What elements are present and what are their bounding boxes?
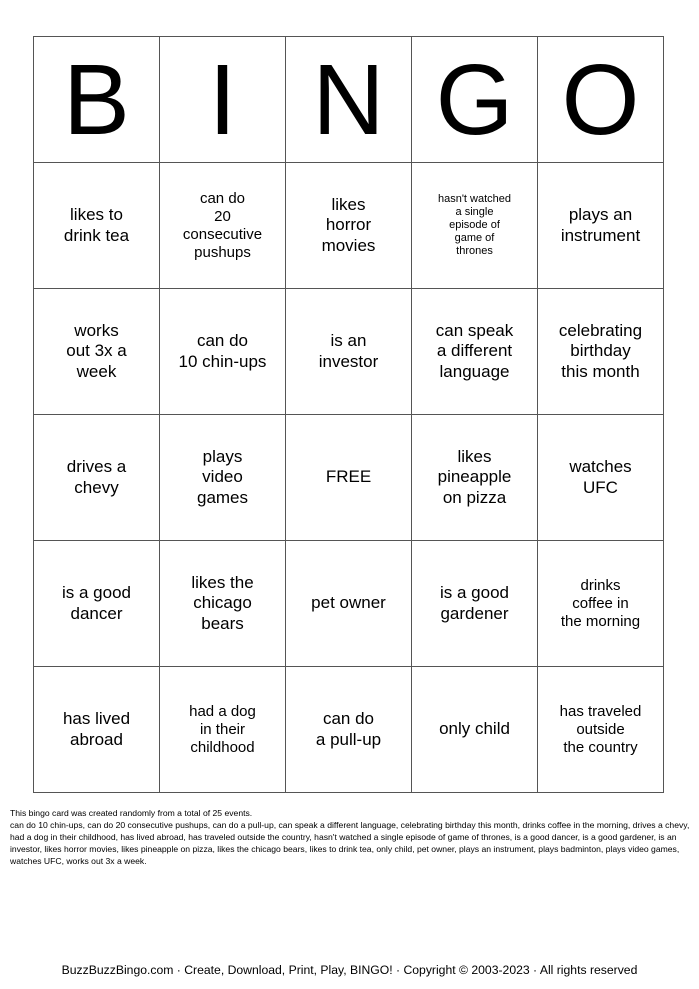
- bingo-row: [34, 541, 664, 667]
- bingo-cell: [412, 289, 538, 415]
- bingo-cell-text: can speak a different language: [435, 320, 514, 381]
- bingo-cell-text: plays an instrument: [560, 205, 641, 245]
- bingo-cell-text: drives a chevy: [66, 457, 127, 497]
- bingo-cell: [34, 667, 160, 793]
- bingo-cell: [538, 541, 664, 667]
- bingo-cell-text: watches UFC: [569, 457, 632, 497]
- header-letter-b: B: [34, 37, 160, 163]
- bingo-cell: [286, 289, 412, 415]
- bingo-cell-text: likes horror movies: [321, 194, 376, 255]
- bingo-cell: [538, 667, 664, 793]
- bingo-cell: [538, 415, 664, 541]
- bingo-cell-text: has lived abroad: [62, 709, 131, 749]
- bingo-cell-text: can do a pull-up: [315, 709, 382, 749]
- bingo-card: [33, 36, 664, 793]
- bingo-cell: [538, 163, 664, 289]
- header-letter-n: N: [286, 37, 412, 163]
- bingo-cell-text: likes pineapple on pizza: [437, 446, 512, 507]
- bingo-row: [34, 415, 664, 541]
- bingo-cell-text: is a good gardener: [440, 583, 509, 623]
- bingo-cell: [160, 541, 286, 667]
- bingo-row: [34, 667, 664, 793]
- bingo-cell-text: has traveled outside the country: [559, 702, 642, 756]
- bingo-cell-text: plays video games: [196, 446, 249, 507]
- bingo-cell-text: works out 3x a week: [66, 320, 127, 381]
- bingo-cell: [34, 541, 160, 667]
- bingo-cell: [286, 163, 412, 289]
- bingo-row: [34, 289, 664, 415]
- bingo-cell-text: pet owner: [311, 593, 386, 613]
- bingo-cell: [160, 415, 286, 541]
- bingo-cell: [34, 289, 160, 415]
- bingo-cell-text: hasn't watched a single episode of game of thrones: [437, 192, 512, 258]
- bingo-cell: [412, 415, 538, 541]
- header-letter-i: I: [160, 37, 286, 163]
- bingo-cell-text: only child: [439, 719, 510, 739]
- bingo-cell-text: likes to drink tea: [63, 205, 130, 245]
- bingo-cell: [286, 667, 412, 793]
- bingo-cell: [34, 415, 160, 541]
- bingo-cell: [34, 163, 160, 289]
- bingo-cell: [160, 163, 286, 289]
- bingo-cell: [412, 667, 538, 793]
- bingo-cell: [160, 289, 286, 415]
- bingo-cell: [160, 667, 286, 793]
- bingo-cell-text: likes the chicago bears: [191, 572, 254, 633]
- bingo-cell-text: is an investor: [318, 331, 379, 371]
- bingo-cell-text: can do 10 chin-ups: [178, 331, 267, 371]
- bingo-cell: [286, 541, 412, 667]
- bingo-cell-text: can do 20 consecutive pushups: [182, 189, 263, 261]
- bingo-cell: [538, 289, 664, 415]
- bingo-cell-text: is a good dancer: [62, 583, 131, 623]
- header-letter-o: O: [538, 37, 664, 163]
- bingo-cell-text: FREE: [325, 467, 372, 487]
- bingo-cell: [412, 541, 538, 667]
- header-letter-g: G: [412, 37, 538, 163]
- bingo-cell-text: celebrating birthday this month: [558, 320, 643, 381]
- info-summary: This bingo card was created randomly from a total of 25 events.: [10, 808, 253, 818]
- info-event-list: can do 10 chin-ups, can do 20 consecutive pushups, can do a pull-up, can speak a different language, celebrating birthday this month, drinks coffee in the morning, drives a chevy, had a dog in their childhood, has lived abroad, has traveled outside the country, hasn't watched a single episode of game of thrones, is a good dancer, is a good gardener, is an investor, likes horror movies, likes pineapple on pizza, likes the chicago bears, likes to drink tea, only child, pet owner, plays an instrument, plays badminton, plays video games, watches UFC, works out 3x a week.: [10, 820, 690, 867]
- bingo-cell: [412, 163, 538, 289]
- bingo-cell-text: drinks coffee in the morning: [560, 576, 641, 630]
- bingo-row: [34, 163, 664, 289]
- page-footer: BuzzBuzzBingo.com · Create, Download, Print, Play, BINGO! · Copyright © 2003-2023 · All rights reserved: [61, 963, 638, 977]
- card-info: [10, 807, 690, 867]
- bingo-cell: [286, 415, 412, 541]
- bingo-cell-text: had a dog in their childhood: [189, 702, 256, 756]
- header-row: [34, 37, 664, 163]
